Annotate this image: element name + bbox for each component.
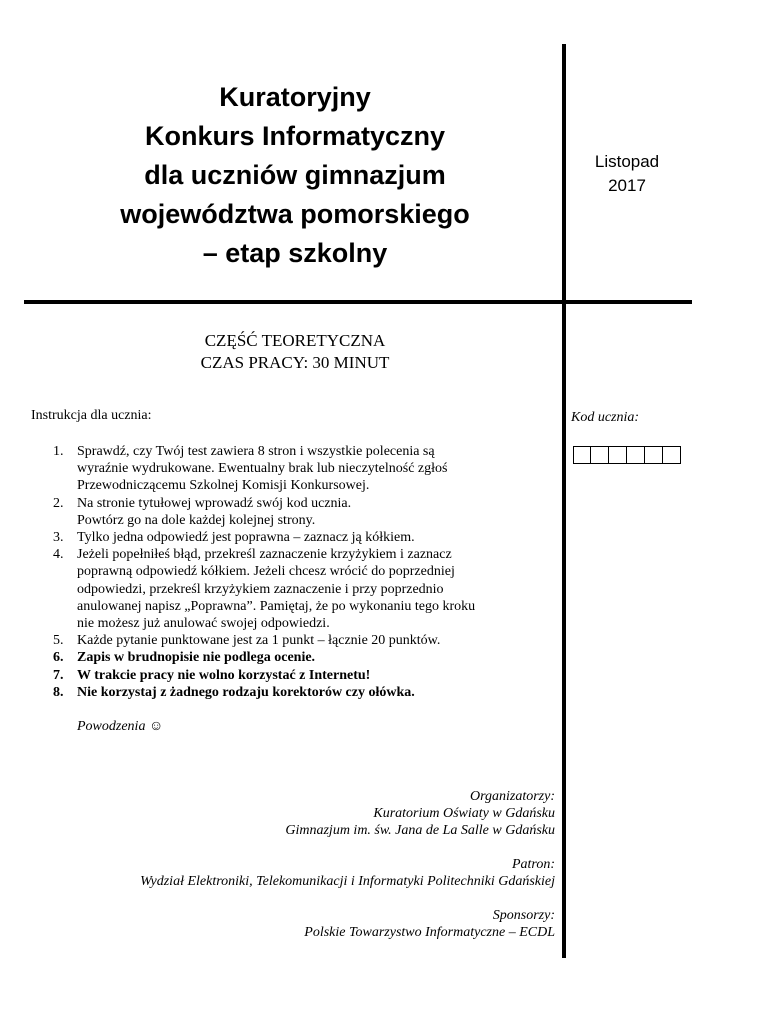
instruction-number: 3. <box>53 530 64 546</box>
vertical-divider <box>562 44 566 958</box>
date-month: Listopad <box>594 152 660 171</box>
instruction-number: 5. <box>53 633 64 649</box>
instruction-line: Każde pytanie punktowane jest za 1 punkt – łącznie 20 punktów. <box>77 633 441 649</box>
instruction-item <box>36 529 556 546</box>
title-line: Konkurs Informatyczny <box>144 121 446 151</box>
sponsor-name: Polskie Towarzystwo Informatyczne – ECDL <box>304 925 555 940</box>
instruction-item <box>36 495 556 529</box>
instruction-number: 8. <box>53 684 64 700</box>
instruction-item <box>36 667 556 684</box>
instruction-item <box>36 546 556 632</box>
instructions-list <box>36 443 556 701</box>
instruction-line: Na stronie tytułowej wprowadź swój kod ucznia. <box>77 495 352 511</box>
title-line: Kuratoryjny <box>219 82 371 112</box>
instruction-line: Zapis w brudnopisie nie podlega ocenie. <box>77 650 316 666</box>
instruction-number: 2. <box>53 495 64 511</box>
instruction-number: 4. <box>53 547 64 563</box>
student-code-box[interactable] <box>663 446 681 464</box>
instruction-line: Nie korzystaj z żadnego rodzaju korektorów czy ołówka. <box>77 684 415 700</box>
organizer-name: Gimnazjum im. św. Jana de La Salle w Gdańsku <box>285 823 555 838</box>
instruction-number: 6. <box>53 650 64 666</box>
instruction-line: wyraźnie wydrukowane. Ewentualny brak lub nieczytelność zgłoś <box>77 461 448 477</box>
organizers-block <box>35 788 555 839</box>
title-line: dla uczniów gimnazjum <box>144 160 446 190</box>
instruction-line: anulowanej napisz „Poprawna”. Pamiętaj, że po wykonaniu tego kroku <box>77 598 476 614</box>
title-line: – etap szkolny <box>202 238 388 268</box>
instruction-item <box>36 632 556 649</box>
instruction-line: poprawną odpowiedź kółkiem. Jeżeli chcesz wrócić do poprzedniej <box>77 564 455 580</box>
instruction-number: 7. <box>53 667 64 683</box>
sponsors-block <box>35 907 555 941</box>
instruction-line: nie możesz już anulować swojej odpowiedzi. <box>77 616 330 632</box>
instruction-line: W trakcie pracy nie wolno korzystać z Internetu! <box>77 667 371 683</box>
patron-label: Patron: <box>511 857 555 872</box>
competition-title <box>60 78 530 273</box>
instructions-label: Instrukcja dla ucznia: <box>31 408 152 423</box>
instruction-line: Tylko jedna odpowiedź jest poprawna – zaznacz ją kółkiem. <box>77 530 415 546</box>
exam-date <box>568 150 686 198</box>
sponsors-label: Sponsorzy: <box>492 908 555 923</box>
student-code-box[interactable] <box>645 446 663 464</box>
title-line: województwa pomorskiego <box>120 199 470 229</box>
student-code-box[interactable] <box>591 446 609 464</box>
instruction-item <box>36 649 556 666</box>
patron-name: Wydział Elektroniki, Telekomunikacji i Informatyki Politechniki Gdańskiej <box>140 874 555 889</box>
instruction-line: Powtórz go na dole każdej kolejnej strony. <box>77 512 316 528</box>
student-code-box[interactable] <box>627 446 645 464</box>
instruction-number: 1. <box>53 444 64 459</box>
good-luck-text: Powodzenia ☺ <box>77 719 164 734</box>
patron-block <box>35 856 555 890</box>
instruction-line: Sprawdź, czy Twój test zawiera 8 stron i wszystkie polecenia są <box>77 444 435 459</box>
organizers-label: Organizatorzy: <box>469 789 555 804</box>
credits <box>35 788 555 958</box>
student-code-label: Kod ucznia: <box>571 410 640 425</box>
student-code-box[interactable] <box>609 446 627 464</box>
instruction-line: odpowiedzi, przekreśl krzyżykiem zaznaczenie i przy poprzednio <box>77 581 444 597</box>
horizontal-divider <box>24 300 692 304</box>
instruction-item <box>36 684 556 701</box>
student-code-boxes <box>573 446 681 464</box>
date-year: 2017 <box>608 176 646 195</box>
exam-part-heading <box>90 330 500 374</box>
student-code-box[interactable] <box>573 446 591 464</box>
part-time: CZAS PRACY: 30 MINUT <box>200 353 390 372</box>
instruction-line: Przewodniczącemu Szkolnej Komisji Konkursowej. <box>77 478 370 494</box>
part-name: CZĘŚĆ TEORETYCZNA <box>204 331 386 350</box>
instruction-item <box>36 443 556 495</box>
organizer-name: Kuratorium Oświaty w Gdańsku <box>373 806 555 821</box>
instruction-line: Jeżeli popełniłeś błąd, przekreśl zaznaczenie krzyżykiem i zaznacz <box>77 547 452 563</box>
